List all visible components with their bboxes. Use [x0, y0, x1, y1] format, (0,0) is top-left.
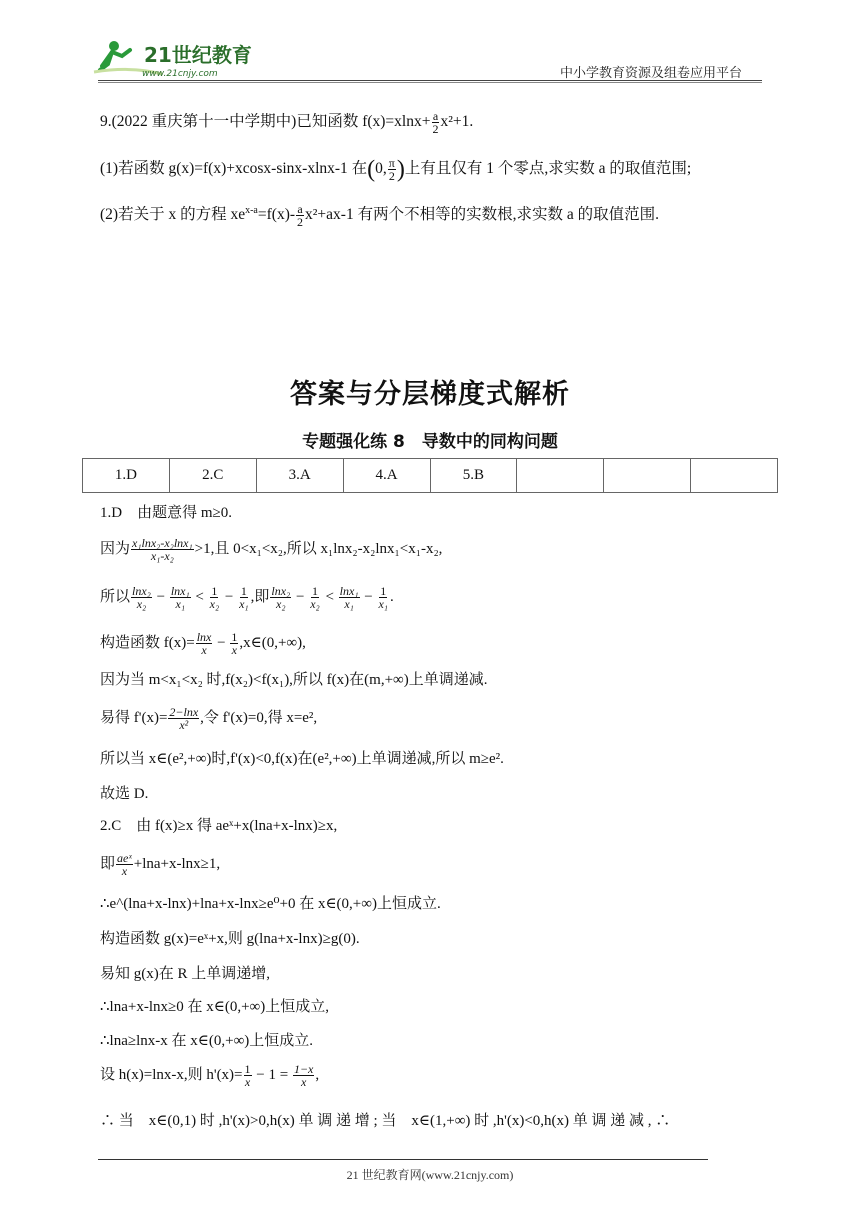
- solution-line: 所以 $\frac{\text{lnx₂}}{\text{x₂}}$ − $\frac{\text{lnx₁}}{\text{x₁}}$ < $\frac{1}{\text{x₂}}$ − $\frac{1}{\text{x₁}}$ ,即 $\frac{\text{lnx₂}}{\text{x₂}}$ − $\frac{1}{\text{x₂}}$ < $\frac{\text{lnx₁}}{\text{x₁}}$ − $\frac{1}{\text{x₁}}$ .: [100, 584, 394, 611]
- fraction-a-over-2: $\frac{a}{2}$: [432, 109, 439, 136]
- footer-divider: [98, 1159, 708, 1160]
- solution-line: 构造函数 g(x)=eˣ+x,则 g(lna+x-lnx)≥g(0).: [100, 931, 360, 947]
- solution-line: ∴e^(lna+x-lnx)+lna+x-lnx≥e⁰+0 在 x∈(0,+∞)上恒成立.: [100, 896, 441, 912]
- solution-line: 易得 f'(x)= $\frac{2-\ln x}{\text{x²}}$ ,令 f'(x)=0,得 x=e²,: [100, 705, 318, 732]
- solution-line: ∴lna≥lnx-x 在 x∈(0,+∞)上恒成立.: [100, 1033, 314, 1049]
- header-divider-thin: [98, 82, 762, 83]
- header-tagline: 中小学教育资源及组卷应用平台: [560, 66, 743, 81]
- answer-cell: [604, 459, 691, 493]
- solution-line: 构造函数 f(x)= $\frac{\ln x}{x}$ − $\frac{1}{x}$ ,x∈(0,+∞),: [100, 630, 306, 657]
- problem-part-2: (2)若关于 x 的方程 $xe^{x-a}=f(x)-$ $\frac{a}{2}$ x²+ax-1 有两个不相等的实数根,求实数 a 的取值范围.: [100, 202, 659, 230]
- solution-line: 1.D 由题意得 m≥0.: [100, 505, 232, 521]
- solution-line: 因为 $\frac{\text{x₁lnx₂-x₂lnx₁}}{\text{x₁-x₂}}$ >1,且 0<x₁<x₂,所以 x₁lnx₂-x₂lnx₁<x₁-x₂,: [100, 536, 443, 563]
- answer-cell: 5.B: [430, 459, 517, 493]
- answers-subtitle: 专题强化练 8 导数中的同构问题: [302, 432, 558, 452]
- answer-cell: 4.A: [343, 459, 430, 493]
- answers-title: 答案与分层梯度式解析: [290, 379, 570, 410]
- answer-cell: [691, 459, 778, 493]
- solution-line: 设 h(x)=lnx-x,则 h'(x)= $\frac{1}{x}$ − 1 = $\frac{1-x}{x}$ ,: [100, 1062, 320, 1089]
- answer-cell: 2.C: [169, 459, 256, 493]
- site-logo: [92, 36, 262, 80]
- solution-line: ∴lna+x-lnx≥0 在 x∈(0,+∞)上恒成立,: [100, 999, 329, 1015]
- answer-table: [82, 458, 778, 493]
- problem-part-1: (1)若函数 g(x)=f(x)+xcosx-sinx-xlnx-1 在(0, $\frac{\pi}{2}$ )上有且仅有 1 个零点,求实数 a 的取值范围;: [100, 156, 692, 183]
- svg-text:21世纪教育: 21世纪教育: [144, 43, 252, 67]
- footer-text: 21 世纪教育网(www.21cnjy.com): [346, 1168, 514, 1182]
- solution-line: 因为当 m<x₁<x₂ 时,f(x₂)<f(x₁),所以 f(x)在(m,+∞)上单调递减.: [100, 672, 488, 688]
- solution-line: ∴ 当 x∈(0,1) 时 ,h'(x)>0,h(x) 单 调 递 增 ; 当 x∈(1,+∞) 时 ,h'(x)<0,h(x) 单 调 递 减 , ∴: [100, 1113, 671, 1129]
- answer-cell: 3.A: [256, 459, 343, 493]
- answer-cell: [517, 459, 604, 493]
- header-divider: [98, 80, 762, 81]
- answer-cell: 1.D: [83, 459, 170, 493]
- solution-line: 故选 D.: [100, 786, 149, 802]
- solution-line: 2.C 由 f(x)≥x 得 aeˣ+x(lna+x-lnx)≥x,: [100, 818, 338, 834]
- solution-line: 即 $\frac{\text{aeˣ}}{x}$ +lna+x-lnx≥1,: [100, 851, 221, 878]
- problem-stem: 9.(2022 重庆第十一中学期中)已知函数 f(x)=xlnx+ $\frac{a}{2}$ x²+1.: [100, 109, 474, 136]
- solution-line: 易知 g(x)在 R 上单调递增,: [100, 966, 270, 982]
- svg-text:www.21cnjy.com: www.21cnjy.com: [142, 69, 218, 79]
- solution-line: 所以当 x∈(e²,+∞)时,f'(x)<0,f(x)在(e²,+∞)上单调递减,所以 m≥e².: [100, 751, 504, 767]
